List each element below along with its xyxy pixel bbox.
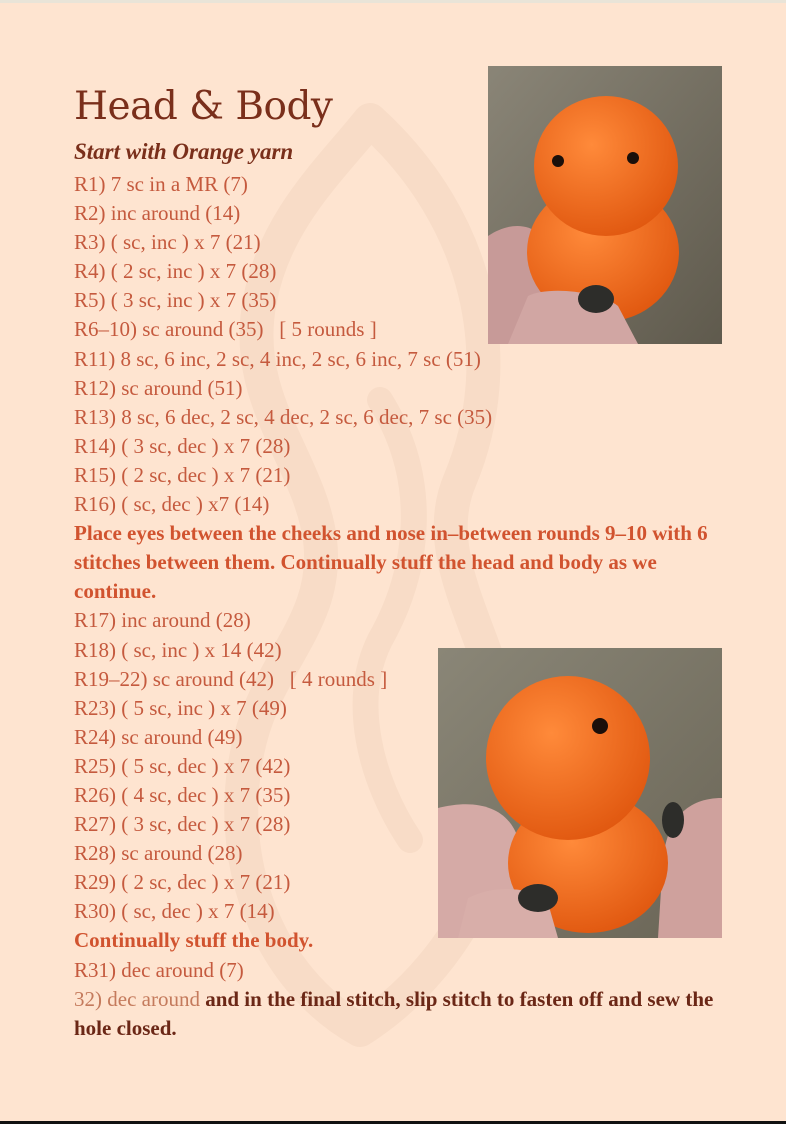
round-line: R27) ( 3 sc, dec ) x 7 (28): [74, 812, 291, 837]
round-line: R24) sc around (49): [74, 724, 243, 749]
round-line: R17) inc around (28): [74, 608, 251, 633]
plush-front-image-icon: [488, 66, 722, 344]
round-line: R18) ( sc, inc ) x 14 (42): [74, 637, 282, 662]
round-line: R13) 8 sc, 6 dec, 2 sc, 4 dec, 2 sc, 6 dec, 7 sc (35): [74, 404, 493, 429]
round-line: R16) ( sc, dec ) x7 (14): [74, 492, 270, 517]
fasten-off-text: and in the final stitch, slip stitch to fasten off and sew the hole closed.: [74, 986, 714, 1040]
stuff-body-note: Continually stuff the body.: [74, 928, 314, 953]
page-title: Head & Body: [74, 84, 333, 129]
final-instruction: [74, 985, 714, 1043]
round-line: R14) ( 3 sc, dec ) x 7 (28): [74, 433, 291, 458]
round-line: R31) dec around (7): [74, 957, 244, 982]
round-line: R29) ( 2 sc, dec ) x 7 (21): [74, 870, 291, 895]
round-line: R3) ( sc, inc ) x 7 (21): [74, 230, 261, 255]
eye-placement-note: Place eyes between the cheeks and nose in–between rounds 9–10 with 6 stitches between them. Continually stuff the head and body as we continue.: [74, 521, 708, 604]
round-line: R6–10) sc around (35) [ 5 rounds ]: [74, 317, 377, 342]
round-line: R26) ( 4 sc, dec ) x 7 (35): [74, 782, 291, 807]
round-line: R12) sc around (51): [74, 375, 243, 400]
round-line: R30) ( sc, dec ) x 7 (14): [74, 899, 275, 924]
round-line: R4) ( 2 sc, inc ) x 7 (28): [74, 259, 277, 284]
plush-side-image-icon: [438, 648, 722, 938]
plush-photo-side: [438, 648, 722, 938]
round-line: R15) ( 2 sc, dec ) x 7 (21): [74, 462, 291, 487]
round-line: R23) ( 5 sc, inc ) x 7 (49): [74, 695, 287, 720]
round-line: R25) ( 5 sc, dec ) x 7 (42): [74, 753, 291, 778]
round-line: R5) ( 3 sc, inc ) x 7 (35): [74, 288, 277, 313]
round-line: R11) 8 sc, 6 inc, 2 sc, 4 inc, 2 sc, 6 inc, 7 sc (51): [74, 346, 481, 371]
top-border: [0, 0, 786, 3]
round-line: R2) inc around (14): [74, 201, 241, 226]
plush-photo-front: [488, 66, 722, 344]
round-line: R28) sc around (28): [74, 841, 243, 866]
round-line: R19–22) sc around (42) [ 4 rounds ]: [74, 666, 388, 691]
round-line: R1) 7 sc in a MR (7): [74, 172, 248, 196]
yarn-instruction: Start with Orange yarn: [74, 139, 294, 164]
final-round-text: 32) dec around: [74, 986, 206, 1011]
